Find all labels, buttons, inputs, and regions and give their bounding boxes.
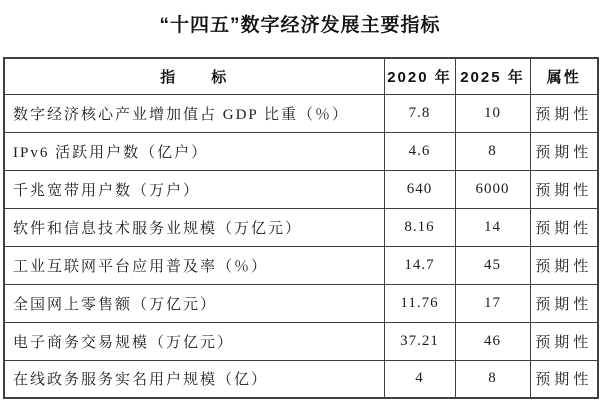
table-row [4,360,598,398]
page-title: “十四五”数字经济发展主要指标 [159,15,441,36]
attribute-cell: 预期性 [530,360,598,398]
indicator-cell: IPv6 活跃用户数（亿户） [4,132,384,170]
value-2025-cell: 8 [455,132,530,170]
value-2020-cell: 7.8 [384,94,455,132]
indicator-cell: 在线政务服务实名用户规模（亿） [4,360,384,398]
value-2020-cell: 4.6 [384,132,455,170]
value-2025-cell: 10 [455,94,530,132]
indicator-cell: 数字经济核心产业增加值占 GDP 比重（％） [4,94,384,132]
attribute-cell: 预期性 [530,208,598,246]
value-2020-cell: 37.21 [384,322,455,360]
attribute-cell: 预期性 [530,94,598,132]
attribute-cell: 预期性 [530,246,598,284]
table-row [4,246,598,284]
table-row [4,94,598,132]
value-2020-cell: 8.16 [384,208,455,246]
attribute-cell: 预期性 [530,170,598,208]
header-indicator: 指 标 [4,58,384,94]
table-row [4,170,598,208]
table-row [4,322,598,360]
indicators-table-body [4,94,598,398]
attribute-cell: 预期性 [530,284,598,322]
indicator-cell: 软件和信息技术服务业规模（万亿元） [4,208,384,246]
indicator-cell: 电子商务交易规模（万亿元） [4,322,384,360]
indicator-cell: 工业互联网平台应用普及率（％） [4,246,384,284]
header-2020: 2020 年 [384,58,455,94]
value-2025-cell: 14 [455,208,530,246]
table-row [4,208,598,246]
value-2025-cell: 17 [455,284,530,322]
value-2020-cell: 4 [384,360,455,398]
value-2025-cell: 8 [455,360,530,398]
value-2025-cell: 46 [455,322,530,360]
table-row [4,132,598,170]
indicators-table [3,57,599,399]
header-2025: 2025 年 [455,58,530,94]
indicator-cell: 千兆宽带用户数（万户） [4,170,384,208]
indicator-cell: 全国网上零售额（万亿元） [4,284,384,322]
header-row [4,58,598,94]
table-header [4,58,598,94]
value-2020-cell: 640 [384,170,455,208]
value-2025-cell: 45 [455,246,530,284]
value-2025-cell: 6000 [455,170,530,208]
attribute-cell: 预期性 [530,132,598,170]
header-attribute: 属性 [530,58,598,94]
attribute-cell: 预期性 [530,322,598,360]
value-2020-cell: 14.7 [384,246,455,284]
table-row [4,284,598,322]
value-2020-cell: 11.76 [384,284,455,322]
